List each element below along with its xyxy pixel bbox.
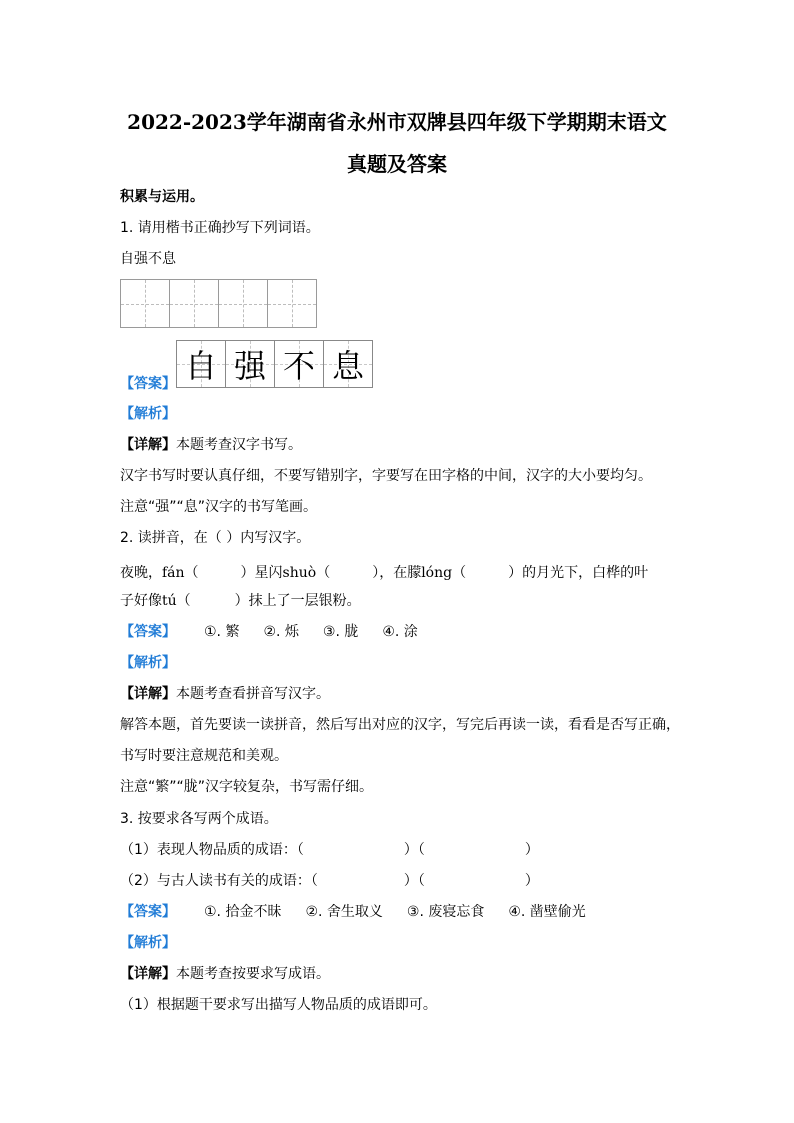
pinyin: lóng — [421, 565, 453, 581]
q3-detail — [120, 964, 330, 984]
tianzige-cell — [268, 279, 317, 328]
q2-note2: 书写时要注意规范和美观。 — [120, 748, 288, 764]
q2-sentence-line1 — [120, 563, 648, 583]
answer-cell — [177, 340, 226, 388]
answer-char: 息 — [331, 347, 364, 385]
paren-close: ） — [372, 565, 380, 581]
pinyin: shuò — [282, 565, 317, 581]
q1-note2: 注意“强”“息”汉字的书写笔画。 — [120, 499, 318, 515]
q2-text: 子好像 — [120, 593, 162, 609]
paren-mid: ）（ — [403, 842, 425, 858]
answer-item: ④. 涂 — [382, 624, 418, 640]
q2-text: 夜晚， — [120, 565, 162, 581]
answer-item: ②. 舍生取义 — [305, 904, 383, 920]
q1-note1: 汉字书写时要认真仔细，不要写错别字，字要写在田字格的中间，汉字的大小要均匀。 — [120, 468, 652, 484]
paren-close: ） — [240, 565, 255, 581]
q1-word: 自强不息 — [120, 251, 176, 267]
q2-answer-tag: 【答案】 — [120, 624, 176, 640]
pinyin: fán — [162, 565, 185, 581]
answer-char: 强 — [233, 347, 266, 385]
q2-stem: 2. 读拼音，在（ ）内写汉字。 — [120, 530, 311, 546]
detail-tag: 【详解】 — [120, 966, 176, 982]
answer-cell — [275, 340, 324, 388]
q1-stem: 1. 请用楷书正确抄写下列词语。 — [120, 220, 320, 236]
answer-calligraphy-grid — [176, 340, 373, 388]
q3-note1: （1）根据题干要求写出描写人物品质的成语即可。 — [120, 997, 437, 1013]
q3-item1 — [120, 840, 539, 860]
q3-answer-line — [120, 902, 586, 922]
q2-note1: 解答本题，首先要读一读拼音，然后写出对应的汉字，写完后再读一读，看看是否写正确， — [120, 717, 680, 733]
detail-text: 本题考查按要求写成语。 — [176, 966, 330, 982]
q2-text: 的月光下，白桦的叶 — [522, 565, 649, 581]
paren-close: ） — [524, 873, 539, 889]
q2-note3: 注意“繁”“胧”汉字较复杂，书写需仔细。 — [120, 779, 374, 795]
tianzige-cell — [121, 279, 170, 328]
detail-tag: 【详解】 — [120, 686, 176, 702]
q3-answer-tag: 【答案】 — [120, 904, 176, 920]
q2-text: 星闪 — [254, 565, 283, 581]
paren-open: （ — [452, 565, 467, 581]
answer-item: ③. 胧 — [322, 624, 359, 640]
q2-detail — [120, 684, 330, 704]
section-heading: 积累与运用。 — [120, 189, 204, 205]
answer-item: ①. 繁 — [204, 624, 240, 640]
q1-detail — [120, 435, 302, 455]
paren-open: （ — [316, 565, 331, 581]
q3-analysis-tag: 【解析】 — [120, 935, 176, 951]
answer-item: ①. 拾金不昧 — [204, 904, 282, 920]
answer-item: ④. 凿壁偷光 — [508, 904, 586, 920]
q1-analysis-tag: 【解析】 — [120, 406, 176, 422]
tianzige-cell — [219, 279, 268, 328]
paren-close: ） — [234, 593, 249, 609]
tianzige-cell — [170, 279, 219, 328]
q3-item-text: （2）与古人读书有关的成语：（ — [120, 873, 318, 889]
q2-answer-line — [120, 622, 418, 642]
q3-stem: 3. 按要求各写两个成语。 — [120, 811, 278, 827]
q2-sentence-line2 — [120, 591, 361, 611]
detail-text: 本题考查看拼音写汉字。 — [176, 686, 330, 702]
answer-cell — [226, 340, 275, 388]
q3-item-text: （1）表现人物品质的成语：（ — [120, 842, 304, 858]
q1-answer-tag: 【答案】 — [120, 376, 176, 392]
doc-title-line1: 2022-2023学年湖南省永州市双牌县四年级下学期期末语文 — [127, 110, 667, 134]
detail-text: 本题考查汉字书写。 — [176, 437, 302, 453]
answer-char: 自 — [184, 347, 217, 385]
pinyin: tú — [162, 593, 177, 609]
tianzige-grid — [120, 279, 317, 328]
paren-close: ） — [508, 565, 523, 581]
q2-text: 抹上了一层银粉。 — [248, 593, 361, 609]
detail-tag: 【详解】 — [120, 437, 176, 453]
doc-title-line2: 真题及答案 — [347, 152, 447, 176]
paren-open: （ — [176, 593, 191, 609]
answer-item: ③. 废寝忘食 — [406, 904, 485, 920]
answer-item: ②. 烁 — [263, 624, 299, 640]
paren-close: ） — [524, 842, 539, 858]
q3-item2 — [120, 871, 539, 891]
q2-analysis-tag: 【解析】 — [120, 655, 176, 671]
answer-char: 不 — [282, 347, 315, 385]
paren-mid: ）（ — [403, 873, 425, 889]
paren-open: （ — [184, 565, 199, 581]
q2-text: ，在朦 — [379, 565, 422, 581]
answer-cell — [324, 340, 373, 388]
